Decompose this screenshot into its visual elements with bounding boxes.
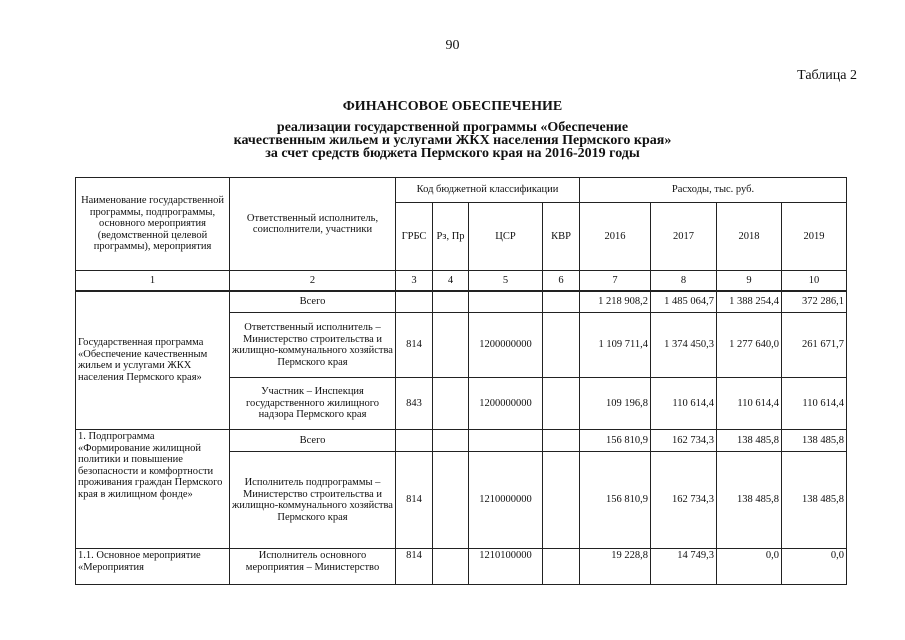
row-csr: 1210100000 [469, 549, 543, 585]
row-value-2017: 162 734,3 [651, 430, 717, 452]
row-value-2017: 110 614,4 [651, 378, 717, 430]
row-value-2018: 138 485,8 [717, 452, 782, 549]
financing-table [75, 177, 847, 585]
row-executor: Исполнитель подпрограммы – Министерство строительства и жилищно-коммунального хозяйства Пермского края [230, 452, 396, 549]
row-kvr [543, 378, 580, 430]
title-line-1: ФИНАНСОВОЕ ОБЕСПЕЧЕНИЕ [342, 99, 563, 114]
title-line-2: реализации государственной программы «Обеспечение [276, 120, 629, 135]
row-grbs [396, 430, 433, 452]
row-value-2019: 110 614,4 [782, 378, 847, 430]
col-number: 1 [76, 271, 230, 291]
row-value-2018: 110 614,4 [717, 378, 782, 430]
header-rzpr: Рз, Пр [433, 203, 469, 271]
header-year-2017: 2017 [651, 203, 717, 271]
header-year-2018: 2018 [717, 203, 782, 271]
row-value-2019: 138 485,8 [782, 430, 847, 452]
header-year-2016: 2016 [580, 203, 651, 271]
row-kvr [543, 549, 580, 585]
col-number: 10 [782, 271, 847, 291]
row-value-2016: 1 109 711,4 [580, 313, 651, 378]
row-name-program: Государственная программа «Обеспечение качественным жильем и услугами ЖКХ населения Пермского края» [76, 291, 230, 430]
row-rzpr [433, 549, 469, 585]
row-value-2016: 1 218 908,2 [580, 291, 651, 313]
row-value-2017: 1 485 064,7 [651, 291, 717, 313]
row-executor: Всего [230, 430, 396, 452]
row-value-2018: 1 277 640,0 [717, 313, 782, 378]
row-kvr [543, 291, 580, 313]
row-csr [469, 291, 543, 313]
header-budget-code: Код бюджетной классификации [396, 178, 580, 203]
row-rzpr [433, 313, 469, 378]
row-value-2016: 156 810,9 [580, 430, 651, 452]
row-grbs: 814 [396, 313, 433, 378]
row-csr: 1200000000 [469, 313, 543, 378]
row-value-2018: 138 485,8 [717, 430, 782, 452]
row-value-2016: 19 228,8 [580, 549, 651, 585]
row-name-subprogram: 1. Подпрограмма «Формирование жилищной политики и повышение безопасности и комфортности проживания граждан Пермского края в жилищном фонде» [76, 430, 230, 549]
row-value-2016: 109 196,8 [580, 378, 651, 430]
row-value-2016: 156 810,9 [580, 452, 651, 549]
table-row [76, 549, 847, 585]
header-row-1 [76, 178, 847, 203]
row-rzpr [433, 452, 469, 549]
row-value-2018: 0,0 [717, 549, 782, 585]
row-csr: 1210000000 [469, 452, 543, 549]
col-number: 7 [580, 271, 651, 291]
page-number: 90 [445, 38, 460, 53]
header-csr: ЦСР [469, 203, 543, 271]
row-rzpr [433, 291, 469, 313]
row-value-2019: 0,0 [782, 549, 847, 585]
col-number: 5 [469, 271, 543, 291]
row-name-activity: 1.1. Основное мероприятие «Мероприятия [76, 549, 230, 585]
header-expenses: Расходы, тыс. руб. [580, 178, 847, 203]
row-value-2019: 138 485,8 [782, 452, 847, 549]
row-csr: 1200000000 [469, 378, 543, 430]
col-number: 6 [543, 271, 580, 291]
row-grbs: 814 [396, 549, 433, 585]
row-value-2017: 1 374 450,3 [651, 313, 717, 378]
col-number: 8 [651, 271, 717, 291]
header-kvr: КВР [543, 203, 580, 271]
row-kvr [543, 430, 580, 452]
col-number: 9 [717, 271, 782, 291]
header-name: Наименование государственной программы, подпрограммы, основного мероприятия (ведомственной целевой программы), мероприятия [76, 178, 230, 271]
title-line-3: качественным жильем и услугами ЖКХ населения Пермского края» [233, 133, 672, 148]
header-executor: Ответственный исполнитель, соисполнители, участники [230, 178, 396, 271]
header-grbs: ГРБС [396, 203, 433, 271]
row-value-2019: 372 286,1 [782, 291, 847, 313]
row-executor: Всего [230, 291, 396, 313]
row-grbs: 814 [396, 452, 433, 549]
row-value-2017: 162 734,3 [651, 452, 717, 549]
row-grbs [396, 291, 433, 313]
title-line-4: за счет средств бюджета Пермского края на 2016-2019 годы [265, 146, 640, 161]
row-executor: Участник – Инспекция государственного жилищного надзора Пермского края [230, 378, 396, 430]
row-value-2018: 1 388 254,4 [717, 291, 782, 313]
row-value-2019: 261 671,7 [782, 313, 847, 378]
row-rzpr [433, 378, 469, 430]
table-row [76, 430, 847, 452]
column-number-row [76, 271, 847, 291]
col-number: 4 [433, 271, 469, 291]
row-csr [469, 430, 543, 452]
row-executor: Ответственный исполнитель – Министерство строительства и жилищно-коммунального хозяйства Пермского края [230, 313, 396, 378]
row-kvr [543, 313, 580, 378]
col-number: 2 [230, 271, 396, 291]
table-label: Таблица 2 [797, 68, 857, 83]
row-kvr [543, 452, 580, 549]
table-row [76, 291, 847, 313]
row-value-2017: 14 749,3 [651, 549, 717, 585]
row-executor: Исполнитель основного мероприятия – Министерство [230, 549, 396, 585]
col-number: 3 [396, 271, 433, 291]
row-grbs: 843 [396, 378, 433, 430]
row-rzpr [433, 430, 469, 452]
header-year-2019: 2019 [782, 203, 847, 271]
